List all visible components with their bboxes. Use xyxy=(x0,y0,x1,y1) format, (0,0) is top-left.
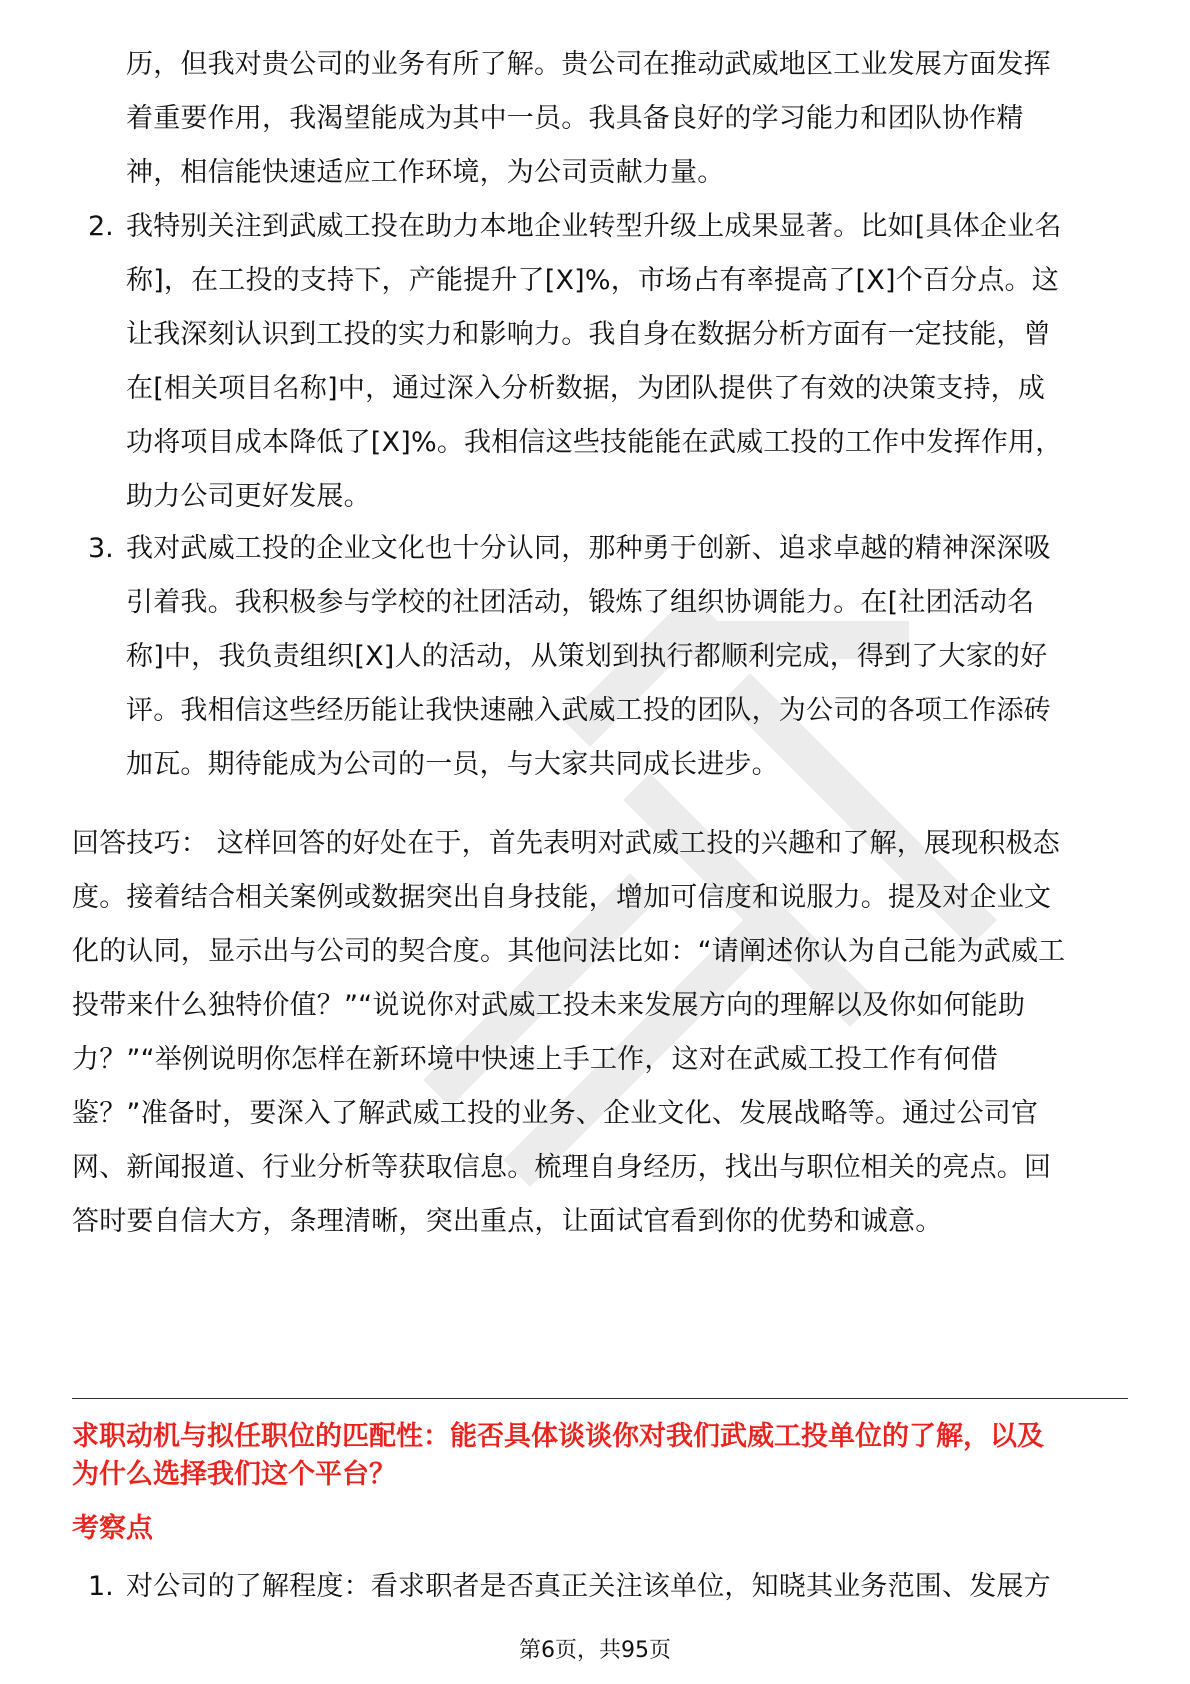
list-item-line: 功将项目成本降低了[X]%。我相信这些技能能在武威工投的工作中发挥作用， xyxy=(126,427,1063,458)
question-heading xyxy=(72,1418,1132,1494)
list-item-line: 加瓦。期待能成为公司的一员，与大家共同成长进步。 xyxy=(126,749,779,780)
section-label: 考察点 xyxy=(72,1513,153,1544)
list-item-1-line: 着重要作用，我渴望能成为其中一员。我具备良好的学习能力和团队协作精 xyxy=(126,103,1024,134)
list-item-line: 我特别关注到武威工投在助力本地企业转型升级上成果显著。比如[具体企业名 xyxy=(126,211,1062,242)
list-item-3 xyxy=(88,522,1118,792)
tips-line: 化的认同，显示出与公司的契合度。其他问法比如：“请阐述你认为自己能为武威工 xyxy=(72,936,1066,967)
tips-line: 网、新闻报道、行业分析等获取信息。梳理自身经历，找出与职位相关的亮点。回 xyxy=(72,1152,1052,1183)
list-number: 1. xyxy=(88,1571,114,1602)
tips-line: 力？”“举例说明你怎样在新环境中快速上手工作，这对在武威工投工作有何借 xyxy=(72,1044,998,1075)
list-item-1-line: 历，但我对贵公司的业务有所了解。贵公司在推动武威地区工业发展方面发挥 xyxy=(126,49,1051,80)
list-item-line: 在[相关项目名称]中，通过深入分析数据，为团队提供了有效的决策支持，成 xyxy=(126,373,1046,404)
assessment-item-text: 对公司的了解程度：看求职者是否真正关注该单位，知晓其业务范围、发展方 xyxy=(126,1571,1051,1602)
page-number-footer: 第6页，共95页 xyxy=(519,1638,671,1663)
list-item-line: 助力公司更好发展。 xyxy=(126,481,371,512)
tips-line: 答时要自信大方，条理清晰，突出重点，让面试官看到你的优势和诚意。 xyxy=(72,1206,943,1237)
list-number: 2. xyxy=(88,211,114,242)
answer-tips-paragraph xyxy=(72,817,1130,1249)
tips-line: 投带来什么独特价值？”“说说你对武威工投未来发展方向的理解以及你如何能助 xyxy=(72,990,1026,1021)
list-item-1-line: 神，相信能快速适应工作环境，为公司贡献力量。 xyxy=(126,157,725,188)
assessment-item-1 xyxy=(88,1560,1128,1614)
list-item-line: 我对武威工投的企业文化也十分认同，那种勇于创新、追求卓越的精神深深吸 xyxy=(126,533,1051,564)
tips-line: 鉴？”准备时，要深入了解武威工投的业务、企业文化、发展战略等。通过公司官 xyxy=(72,1098,1039,1129)
list-item-line: 称]，在工投的支持下，产能提升了[X]%，市场占有率提高了[X]个百分点。这 xyxy=(126,265,1059,296)
section-divider xyxy=(72,1398,1128,1399)
question-line: 求职动机与拟任职位的匹配性：能否具体谈谈你对我们武威工投单位的了解，以及 xyxy=(72,1421,1044,1452)
list-item-line: 称]中，我负责组织[X]人的活动，从策划到执行都顺利完成，得到了大家的好 xyxy=(126,641,1048,672)
list-item-line: 评。我相信这些经历能让我快速融入武威工投的团队，为公司的各项工作添砖 xyxy=(126,695,1051,726)
list-item-line: 引着我。我积极参与学校的社团活动，锻炼了组织协调能力。在[社团活动名 xyxy=(126,587,1035,618)
question-line: 为什么选择我们这个平台？ xyxy=(72,1459,396,1490)
list-number: 3. xyxy=(88,533,114,564)
list-item-2 xyxy=(88,200,1118,524)
tips-line: 度。接着结合相关案例或数据突出自身技能，增加可信度和说服力。提及对企业文 xyxy=(72,882,1052,913)
tips-line: 回答技巧： 这样回答的好处在于，首先表明对武威工投的兴趣和了解，展现积极态 xyxy=(72,828,1060,859)
list-item-1-continuation xyxy=(88,38,1118,200)
list-item-line: 让我深刻认识到工投的实力和影响力。我自身在数据分析方面有一定技能，曾 xyxy=(126,319,1051,350)
